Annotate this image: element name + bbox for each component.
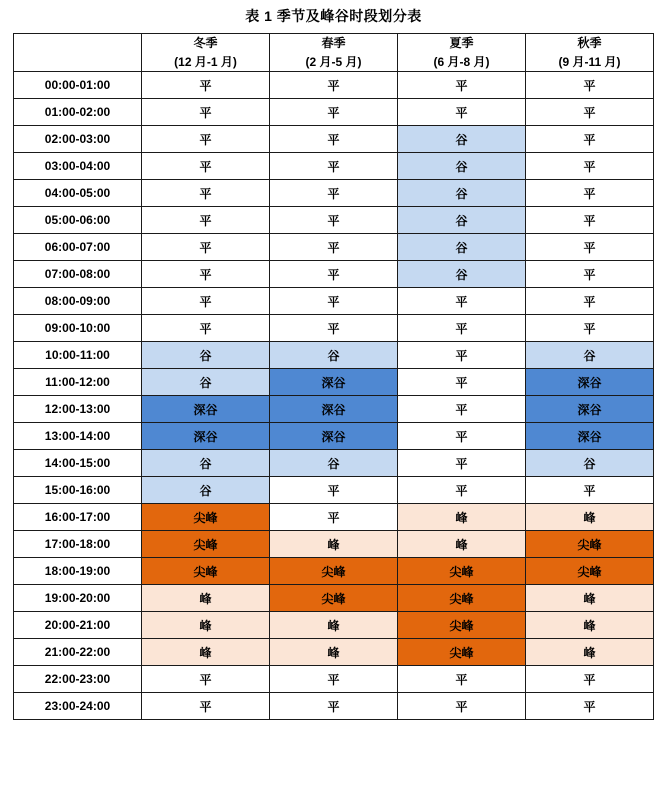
table-row [14, 369, 654, 396]
table-row [14, 477, 654, 504]
tariff-cell-spring: 峰 [270, 639, 398, 666]
time-slot-cell: 03:00-04:00 [14, 153, 142, 180]
header-winter-label: 冬季 [193, 36, 218, 50]
tariff-cell-spring: 尖峰 [270, 585, 398, 612]
tariff-cell-spring: 峰 [270, 612, 398, 639]
tariff-cell-spring: 平 [270, 288, 398, 315]
tariff-cell-summer: 平 [398, 396, 526, 423]
tariff-cell-autumn: 平 [526, 72, 654, 99]
tariff-cell-winter: 深谷 [142, 423, 270, 450]
tariff-cell-spring: 深谷 [270, 369, 398, 396]
tariff-cell-autumn: 尖峰 [526, 558, 654, 585]
tariff-cell-spring: 平 [270, 153, 398, 180]
table-row [14, 693, 654, 720]
tariff-cell-summer: 平 [398, 369, 526, 396]
header-autumn-months: (9 月-11 月) [558, 54, 621, 69]
time-slot-cell: 00:00-01:00 [14, 72, 142, 99]
time-slot-cell: 18:00-19:00 [14, 558, 142, 585]
tariff-cell-summer: 尖峰 [398, 585, 526, 612]
header-summer-label: 夏季 [449, 36, 474, 50]
tariff-cell-winter: 谷 [142, 450, 270, 477]
header-winter-months: (12 月-1 月) [174, 54, 237, 69]
time-slot-cell: 20:00-21:00 [14, 612, 142, 639]
tariff-cell-autumn: 深谷 [526, 423, 654, 450]
tariff-cell-spring: 平 [270, 693, 398, 720]
tariff-cell-autumn: 平 [526, 234, 654, 261]
tariff-cell-autumn: 峰 [526, 639, 654, 666]
tariff-cell-winter: 深谷 [142, 396, 270, 423]
tariff-cell-autumn: 平 [526, 261, 654, 288]
tariff-cell-winter: 谷 [142, 477, 270, 504]
tariff-cell-summer: 平 [398, 72, 526, 99]
tariff-cell-summer: 尖峰 [398, 612, 526, 639]
tariff-cell-winter: 尖峰 [142, 504, 270, 531]
tariff-cell-summer: 平 [398, 693, 526, 720]
tariff-cell-winter: 平 [142, 666, 270, 693]
time-slot-cell: 08:00-09:00 [14, 288, 142, 315]
table-header-row [14, 34, 654, 72]
time-slot-cell: 09:00-10:00 [14, 315, 142, 342]
table-row [14, 639, 654, 666]
tariff-cell-winter: 峰 [142, 612, 270, 639]
tariff-cell-spring: 峰 [270, 531, 398, 558]
tariff-cell-summer: 谷 [398, 180, 526, 207]
time-slot-cell: 16:00-17:00 [14, 504, 142, 531]
tariff-cell-summer: 尖峰 [398, 558, 526, 585]
table-body [14, 72, 654, 720]
tariff-cell-spring: 尖峰 [270, 558, 398, 585]
tariff-cell-autumn: 深谷 [526, 396, 654, 423]
time-slot-cell: 10:00-11:00 [14, 342, 142, 369]
time-slot-cell: 06:00-07:00 [14, 234, 142, 261]
tariff-cell-winter: 谷 [142, 342, 270, 369]
tariff-cell-spring: 平 [270, 99, 398, 126]
header-spring [270, 34, 398, 72]
tariff-cell-summer: 平 [398, 477, 526, 504]
table-row [14, 315, 654, 342]
tariff-cell-autumn: 平 [526, 207, 654, 234]
tariff-cell-winter: 平 [142, 207, 270, 234]
time-slot-cell: 23:00-24:00 [14, 693, 142, 720]
tariff-cell-autumn: 平 [526, 693, 654, 720]
tariff-cell-autumn: 平 [526, 180, 654, 207]
tariff-cell-winter: 峰 [142, 585, 270, 612]
tariff-cell-spring: 平 [270, 504, 398, 531]
tariff-cell-autumn: 谷 [526, 450, 654, 477]
time-slot-cell: 07:00-08:00 [14, 261, 142, 288]
tariff-cell-autumn: 峰 [526, 612, 654, 639]
season-peak-valley-table [13, 33, 654, 720]
tariff-cell-winter: 平 [142, 99, 270, 126]
tariff-cell-summer: 平 [398, 450, 526, 477]
table-row [14, 585, 654, 612]
tariff-cell-spring: 平 [270, 315, 398, 342]
tariff-cell-spring: 平 [270, 477, 398, 504]
tariff-cell-summer: 谷 [398, 234, 526, 261]
tariff-cell-autumn: 平 [526, 288, 654, 315]
time-slot-cell: 05:00-06:00 [14, 207, 142, 234]
time-slot-cell: 14:00-15:00 [14, 450, 142, 477]
tariff-cell-spring: 平 [270, 180, 398, 207]
tariff-cell-winter: 平 [142, 180, 270, 207]
tariff-cell-winter: 平 [142, 153, 270, 180]
tariff-cell-spring: 谷 [270, 450, 398, 477]
table-row [14, 450, 654, 477]
tariff-cell-spring: 谷 [270, 342, 398, 369]
header-spring-months: (2 月-5 月) [305, 54, 362, 69]
table-header [14, 34, 654, 72]
time-slot-cell: 19:00-20:00 [14, 585, 142, 612]
table-row [14, 234, 654, 261]
header-spring-label: 春季 [321, 36, 346, 50]
tariff-cell-winter: 平 [142, 693, 270, 720]
tariff-cell-summer: 尖峰 [398, 639, 526, 666]
tariff-cell-winter: 平 [142, 315, 270, 342]
table-title: 表 1 季节及峰谷时段划分表 [245, 8, 422, 24]
tariff-cell-spring: 平 [270, 666, 398, 693]
tariff-cell-summer: 平 [398, 315, 526, 342]
time-slot-cell: 17:00-18:00 [14, 531, 142, 558]
tariff-cell-summer: 峰 [398, 504, 526, 531]
tariff-cell-winter: 尖峰 [142, 531, 270, 558]
time-slot-cell: 15:00-16:00 [14, 477, 142, 504]
tariff-cell-spring: 平 [270, 72, 398, 99]
tariff-cell-summer: 峰 [398, 531, 526, 558]
header-summer-months: (6 月-8 月) [433, 54, 490, 69]
table-row [14, 207, 654, 234]
table-row [14, 99, 654, 126]
table-row [14, 396, 654, 423]
time-slot-cell: 22:00-23:00 [14, 666, 142, 693]
header-summer [398, 34, 526, 72]
tariff-cell-spring: 平 [270, 126, 398, 153]
tariff-cell-winter: 平 [142, 261, 270, 288]
table-row [14, 612, 654, 639]
tariff-cell-spring: 平 [270, 234, 398, 261]
tariff-cell-autumn: 平 [526, 477, 654, 504]
tariff-cell-summer: 平 [398, 99, 526, 126]
tariff-cell-autumn: 平 [526, 99, 654, 126]
time-slot-cell: 01:00-02:00 [14, 99, 142, 126]
table-row [14, 126, 654, 153]
tariff-cell-autumn: 平 [526, 153, 654, 180]
tariff-cell-autumn: 谷 [526, 342, 654, 369]
table-row [14, 72, 654, 99]
table-row [14, 288, 654, 315]
table-row [14, 261, 654, 288]
tariff-cell-summer: 平 [398, 666, 526, 693]
tariff-cell-spring: 平 [270, 261, 398, 288]
tariff-cell-summer: 平 [398, 288, 526, 315]
tariff-cell-autumn: 平 [526, 126, 654, 153]
time-slot-cell: 04:00-05:00 [14, 180, 142, 207]
table-row [14, 504, 654, 531]
tariff-cell-autumn: 深谷 [526, 369, 654, 396]
tariff-cell-autumn: 峰 [526, 504, 654, 531]
tariff-cell-summer: 平 [398, 342, 526, 369]
table-row [14, 666, 654, 693]
time-slot-cell: 02:00-03:00 [14, 126, 142, 153]
time-slot-cell: 21:00-22:00 [14, 639, 142, 666]
tariff-cell-winter: 平 [142, 234, 270, 261]
table-row [14, 342, 654, 369]
header-autumn [526, 34, 654, 72]
time-slot-cell: 11:00-12:00 [14, 369, 142, 396]
tariff-cell-winter: 平 [142, 72, 270, 99]
tariff-cell-spring: 平 [270, 207, 398, 234]
tariff-cell-autumn: 平 [526, 315, 654, 342]
table-row [14, 558, 654, 585]
tariff-cell-summer: 谷 [398, 261, 526, 288]
table-row [14, 153, 654, 180]
tariff-cell-summer: 谷 [398, 207, 526, 234]
table-row [14, 423, 654, 450]
tariff-cell-winter: 平 [142, 288, 270, 315]
header-autumn-label: 秋季 [577, 36, 602, 50]
tariff-cell-winter: 平 [142, 126, 270, 153]
tariff-cell-autumn: 峰 [526, 585, 654, 612]
tariff-cell-summer: 谷 [398, 126, 526, 153]
tariff-cell-winter: 尖峰 [142, 558, 270, 585]
tariff-cell-winter: 峰 [142, 639, 270, 666]
tariff-cell-autumn: 平 [526, 666, 654, 693]
tariff-cell-spring: 深谷 [270, 396, 398, 423]
tariff-cell-winter: 谷 [142, 369, 270, 396]
header-time-column [14, 34, 142, 72]
tariff-cell-autumn: 尖峰 [526, 531, 654, 558]
table-row [14, 180, 654, 207]
time-slot-cell: 13:00-14:00 [14, 423, 142, 450]
table-row [14, 531, 654, 558]
header-winter [142, 34, 270, 72]
tariff-cell-spring: 深谷 [270, 423, 398, 450]
tariff-cell-summer: 平 [398, 423, 526, 450]
time-slot-cell: 12:00-13:00 [14, 396, 142, 423]
tariff-cell-summer: 谷 [398, 153, 526, 180]
